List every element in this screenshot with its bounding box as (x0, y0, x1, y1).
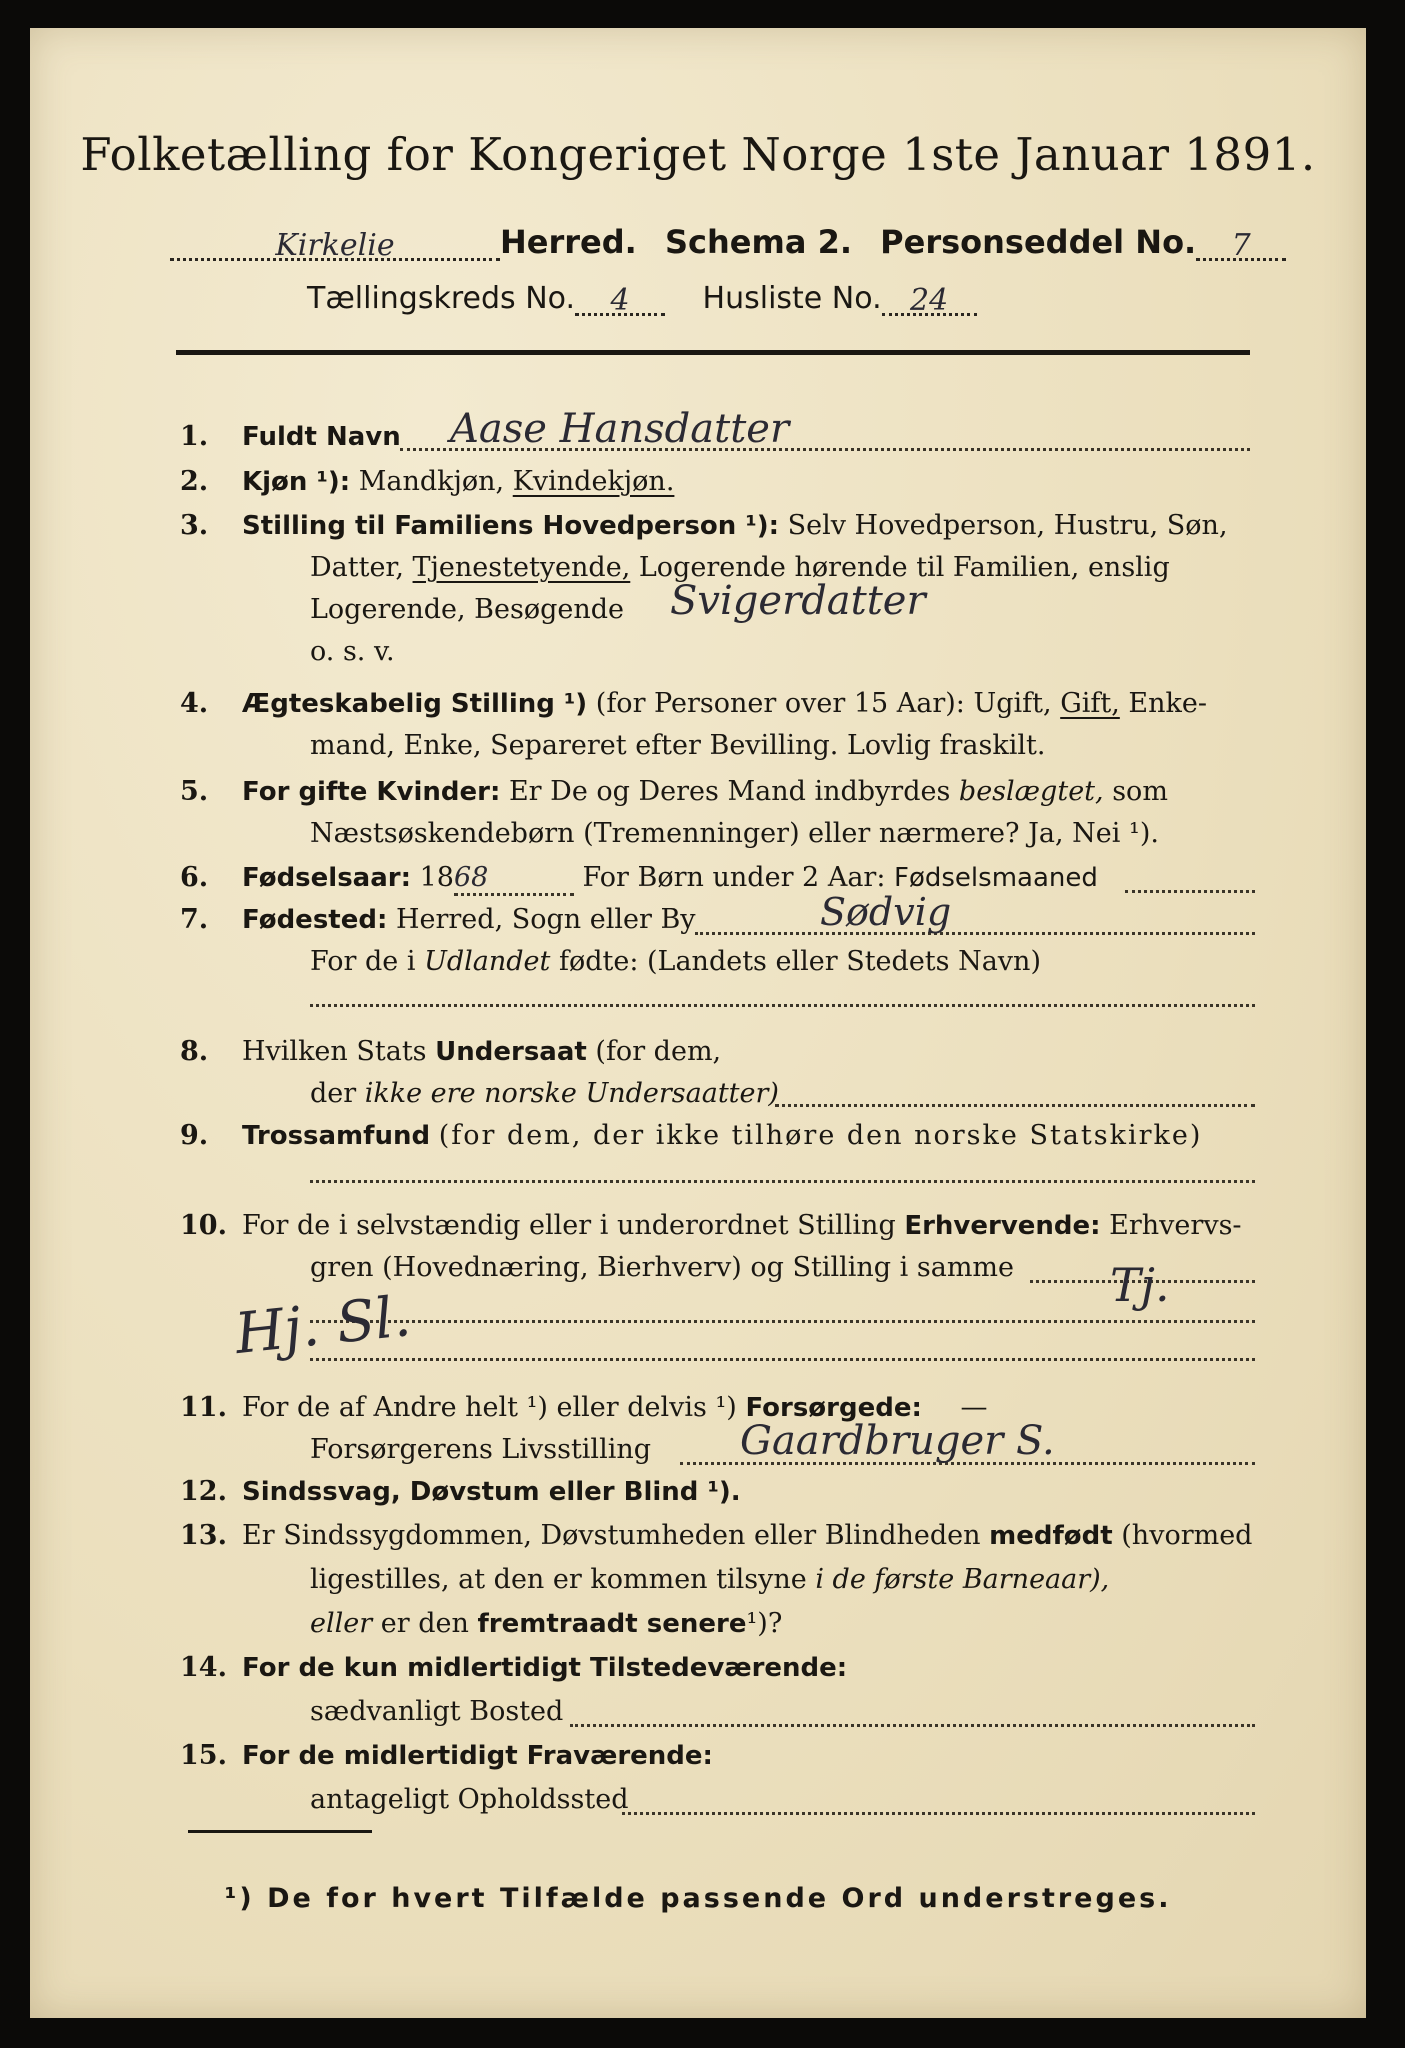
item-14-line1 (242, 1652, 847, 1683)
item-9-text1: (for dem, der ikke tilhøre den norske Statskirke) (438, 1120, 1203, 1151)
item-3-number: 3. (180, 510, 209, 541)
item-6-text2: For Børn under 2 Aar: (582, 862, 886, 893)
item-15-line1 (242, 1740, 713, 1771)
schema-label: Schema 2. (664, 223, 852, 261)
item-8-text2a: der (310, 1078, 357, 1109)
husliste-value: 24 (882, 283, 977, 316)
item-3-value: Svigerdatter (670, 578, 926, 624)
kreds-value: 4 (575, 283, 665, 316)
item-7-number: 7. (180, 904, 209, 935)
item-6-value: 68 (454, 862, 574, 896)
item-8-text1b: (for dem, (595, 1036, 722, 1067)
personseddel-value: 7 (1196, 228, 1286, 261)
item-9-line (242, 1120, 1202, 1151)
item-8-label: Undersaat (435, 1037, 587, 1067)
item-2-underlined: Kvindekjøn. (512, 466, 675, 497)
item-6-line (242, 862, 1098, 896)
footnote-rule (188, 1830, 372, 1833)
item-13-line2 (310, 1564, 1109, 1595)
footnote: ¹) De for hvert Tilfælde passende Ord understreges. (224, 1883, 1172, 1914)
item-3-label: Stilling til Familiens Hovedperson ¹): (242, 511, 780, 541)
item-10-value: Tj. (1110, 1258, 1170, 1312)
item-5-label: For gifte Kvinder: (242, 777, 501, 807)
item-1-number: 1. (180, 421, 209, 452)
item-4-text1b: Enke- (1128, 688, 1207, 719)
item-7-text2a: For de i (310, 946, 416, 977)
item-7-line1 (242, 904, 696, 935)
item-2 (242, 466, 674, 497)
item-13-text1a: Er Sindssygdommen, Døvstumheden eller Blindheden (242, 1520, 981, 1551)
item-11-value: Gaardbruger S. (740, 1418, 1055, 1464)
form-title: Folketælling for Kongeriget Norge 1ste Januar 1891. (80, 128, 1316, 181)
item-13-text3b: ¹)? (746, 1608, 783, 1639)
item-3-line1 (242, 510, 1228, 541)
herred-value: Kirkelie (170, 228, 500, 261)
item-6-text1: 18 (419, 862, 454, 893)
personseddel-label: Personseddel No. (880, 223, 1197, 261)
item-1 (242, 421, 401, 452)
item-5-text1i: beslægtet, (958, 776, 1104, 807)
item-7-line2 (310, 946, 1041, 977)
item-9-label: Trossamfund (242, 1121, 431, 1151)
item-4-line1 (242, 688, 1207, 719)
item-4-text1a: (for Personer over 15 Aar): Ugift, (595, 688, 1052, 719)
herred-label: Herred. (500, 223, 637, 261)
kreds-label: Tællingskreds No. (307, 281, 575, 316)
item-1-value: Aase Hansdatter (450, 406, 790, 452)
item-7-text2b: fødte: (Landets eller Stedets Navn) (558, 946, 1041, 977)
item-10-number: 10. (180, 1210, 227, 1241)
item-5-text2: Næstsøskendebørn (Tremenninger) eller nærmere? Ja, Nei ¹). (310, 818, 1159, 849)
item-11-text1b: — (960, 1392, 988, 1423)
item-10-line1 (242, 1210, 1242, 1241)
header-rule (176, 350, 1250, 355)
item-10-text1a: For de i selvstændig eller i underordnet Stilling (242, 1210, 896, 1241)
item-13-text2a: ligestilles, at den er kommen tilsyne (310, 1564, 807, 1595)
item-7-text2i: Udlandet (424, 946, 551, 977)
item-13-text1b: (hvormed (1121, 1520, 1253, 1551)
item-10-text2: gren (Hovednæring, Bierhverv) og Stilling i samme (310, 1252, 1015, 1283)
item-13-text3i: eller (310, 1608, 373, 1639)
item-13-line3 (310, 1608, 782, 1639)
item-8-text1a: Hvilken Stats (242, 1036, 427, 1067)
item-13-label2: fremtraadt senere (477, 1609, 747, 1639)
item-4-text1u: Gift, (1060, 688, 1120, 719)
item-8-number: 8. (180, 1036, 209, 1067)
item-14-label: For de kun midlertidigt Tilstedeværende: (242, 1653, 848, 1683)
item-14-dotline (570, 1724, 1255, 1727)
item-11-label: Forsørgede: (745, 1393, 922, 1423)
item-4-label: Ægteskabelig Stilling ¹) (242, 689, 588, 719)
item-3-text2u: Tjenestetyende, (412, 552, 631, 583)
item-6-dotline (1125, 890, 1255, 893)
item-11-text1a: For de af Andre helt ¹) eller delvis ¹) (242, 1392, 737, 1423)
item-4-text2: mand, Enke, Separeret efter Bevilling. Lovlig fraskilt. (310, 730, 1046, 761)
item-10-margin-note: Hj. Sl. (232, 1283, 414, 1368)
item-8-line1 (242, 1036, 721, 1067)
item-11-text2: Forsørgerens Livsstilling (310, 1434, 652, 1465)
item-11-number: 11. (180, 1392, 227, 1423)
item-7-text1: Herred, Sogn eller By (395, 904, 696, 935)
item-15-dotline (622, 1812, 1255, 1815)
item-10-dotline-3 (310, 1358, 1255, 1361)
item-5-text1b: som (1112, 776, 1168, 807)
item-6-label: Fødselsaar: (242, 863, 411, 893)
item-3-text4: o. s. v. (310, 636, 395, 667)
item-8-line2 (310, 1078, 779, 1109)
item-5-line1 (242, 776, 1168, 807)
item-7-dotline (695, 932, 1255, 935)
item-15-text2: antageligt Opholdssted (310, 1784, 629, 1815)
item-8-dotline (775, 1104, 1255, 1107)
item-14-number: 14. (180, 1652, 227, 1683)
item-10-label: Erhvervende: (904, 1211, 1101, 1241)
item-13-text3a: er den (380, 1608, 469, 1639)
item-10-dotline-2 (310, 1320, 1255, 1323)
item-6-label2: Fødselsmaaned (894, 863, 1098, 893)
item-2-label: Kjøn ¹): (242, 467, 351, 497)
item-12-label: Sindssvag, Døvstum eller Blind ¹). (242, 1477, 741, 1507)
item-13-number: 13. (180, 1520, 227, 1551)
item-15-number: 15. (180, 1740, 227, 1771)
item-10-text1b: Erhvervs- (1109, 1210, 1242, 1241)
item-2-number: 2. (180, 466, 209, 497)
item-12-line (242, 1476, 741, 1507)
item-4-number: 4. (180, 688, 209, 719)
item-3-text2a: Datter, (310, 552, 404, 583)
item-14-text2: sædvanligt Bosted (310, 1696, 564, 1727)
item-3-text1: Selv Hovedperson, Hustru, Søn, (787, 510, 1228, 541)
item-3-text2b: Logerende hørende til Familien, enslig (638, 552, 1170, 583)
herred-line (170, 223, 1286, 261)
item-6-number: 6. (180, 862, 209, 893)
item-1-label: Fuldt Navn (242, 422, 401, 452)
item-12-number: 12. (180, 1476, 227, 1507)
husliste-label: Husliste No. (702, 281, 882, 316)
item-13-line1 (242, 1520, 1252, 1551)
item-9-number: 9. (180, 1120, 209, 1151)
item-8-text2i: ikke ere norske Undersaatter) (364, 1078, 779, 1109)
item-3-text3: Logerende, Besøgende (310, 594, 624, 625)
item-7-value: Sødvig (820, 890, 952, 934)
kreds-line (307, 281, 977, 316)
item-13-text2i: i de første Barneaar), (815, 1564, 1110, 1595)
item-7-label: Fødested: (242, 905, 388, 935)
item-7-blank-line (310, 1004, 1255, 1007)
census-form (30, 28, 1366, 2018)
item-5-number: 5. (180, 776, 209, 807)
item-13-label: medfødt (989, 1521, 1113, 1551)
item-9-blank-line (310, 1180, 1255, 1183)
item-15-label: For de midlertidigt Fraværende: (242, 1741, 713, 1771)
item-2-text: Mandkjøn, (358, 466, 505, 497)
item-5-text1a: Er De og Deres Mand indbyrdes (508, 776, 951, 807)
